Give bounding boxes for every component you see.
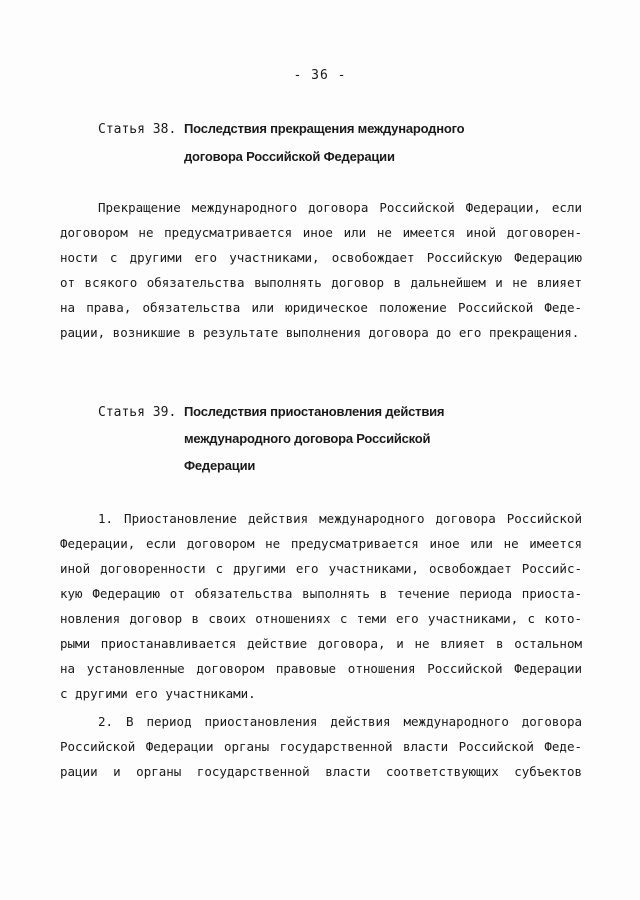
article-38-line-3: ности с другими его участниками, освобождает Российскую Федерацию <box>60 250 582 265</box>
article-39-p2-line-3: рации и органы государственной власти соответствующих субъектов <box>60 764 582 779</box>
article-39-p1-line-3: иной договоренности с другими его участниками, освобождает Российс- <box>60 561 582 576</box>
article-39-heading <box>98 404 444 420</box>
article-38-line-2: договором не предусматривается иное или не имеется иной договорен- <box>60 225 582 240</box>
article-38-heading <box>98 121 464 137</box>
article-38-title-line-2: договора Российской Федерации <box>184 149 395 164</box>
article-38-title-line-1: Последствия прекращения международного <box>184 121 465 136</box>
article-38-line-6: рации, возникшие в результате выполнения договора до его прекращения. <box>60 325 580 340</box>
article-39-p1-line-6: рыми приостанавливается действие договора, и не влияет в остальном <box>60 636 582 651</box>
article-38-line-1: Прекращение международного договора Российской Федерации, если <box>98 200 582 215</box>
article-39-p1-line-5: новления договор в своих отношениях с теми его участниками, с кото- <box>60 611 582 626</box>
article-39-p1-line-8: с другими его участниками. <box>60 686 256 701</box>
page-number: - 36 - <box>293 68 347 83</box>
article-39-p2-line-2: Российской Федерации органы государственной власти Российской Феде- <box>60 739 582 754</box>
article-39-label: Статья 39. <box>98 405 177 420</box>
article-39-title-line-3: Федерации <box>184 458 256 473</box>
article-38-line-4: от всякого обязательства выполнять договор в дальнейшем и не влияет <box>60 275 582 290</box>
article-39-p2-line-1: 2. В период приостановления действия международного договора <box>98 714 582 729</box>
article-38-label: Статья 38. <box>98 122 177 137</box>
article-39-p1-line-2: Федерации, если договором не предусматривается иное или не имеется <box>60 536 582 551</box>
article-39-p1-line-4: кую Федерацию от обязательства выполнять в течение периода приоста- <box>60 586 582 601</box>
article-39-p1-line-1: 1. Приостановление действия международного договора Российской <box>98 511 582 526</box>
article-39-p1-line-7: на установленные договором правовые отношения Российской Федерации <box>60 661 582 676</box>
article-39-title-line-1: Последствия приостановления действия <box>184 404 445 419</box>
article-38-line-5: на права, обязательства или юридическое положение Российской Феде- <box>60 300 582 315</box>
article-39-title-line-2: международного договора Российской <box>184 431 431 446</box>
